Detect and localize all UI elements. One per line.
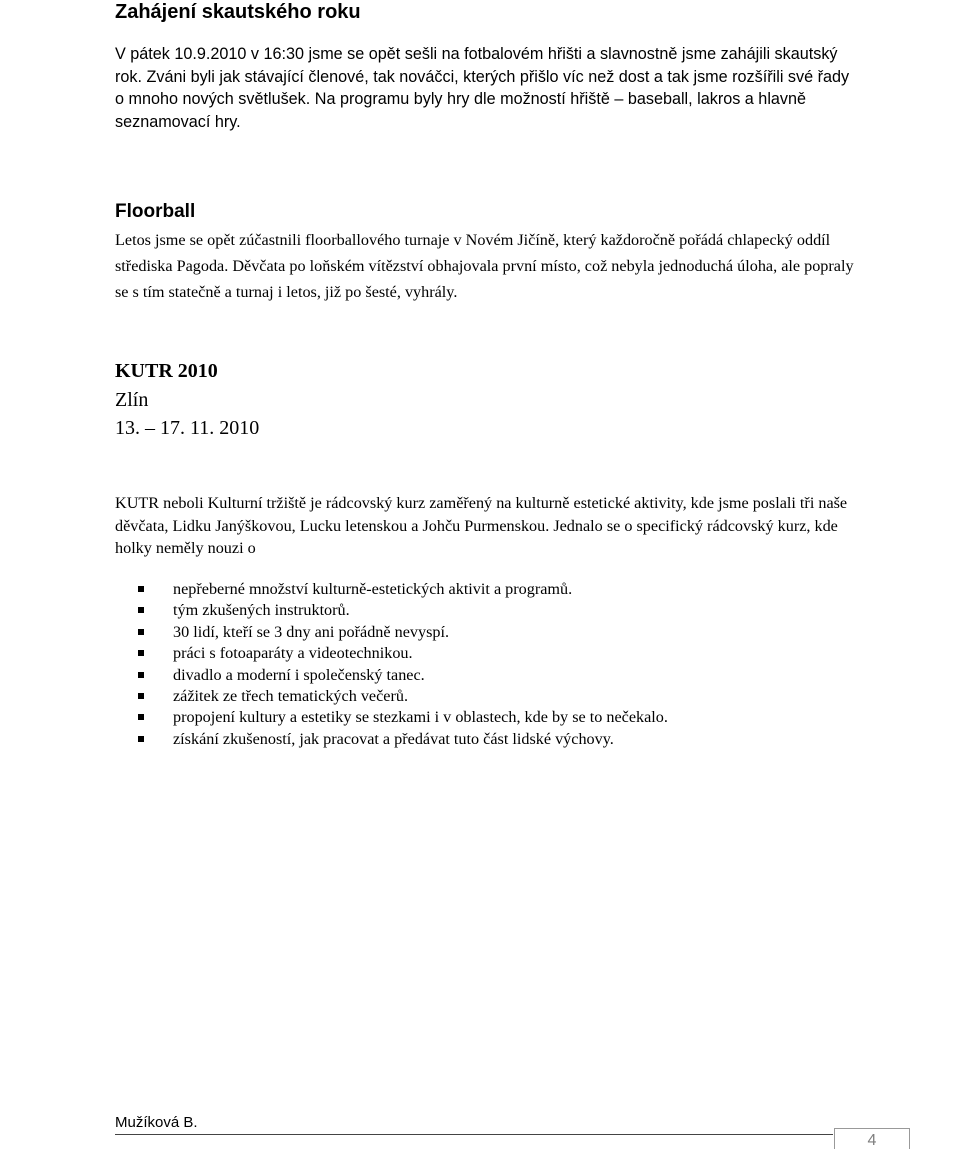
bullet-text: práci s fotoaparáty a videotechnikou.	[173, 644, 413, 663]
bullet-item	[115, 579, 815, 600]
bullet-text: 30 lidí, kteří se 3 dny ani pořádně nevyspí.	[173, 622, 450, 641]
square-bullet-icon	[138, 672, 144, 678]
square-bullet-icon	[138, 586, 144, 592]
bullet-text: nepřeberné množství kulturně-estetických aktivit a programů.	[173, 580, 573, 598]
bullet-item	[115, 686, 815, 707]
bullet-item	[115, 600, 815, 621]
square-bullet-icon	[138, 607, 144, 613]
heading-kutr: KUTR 2010	[115, 360, 218, 382]
bullet-item	[115, 622, 815, 643]
square-bullet-icon	[138, 736, 144, 742]
footer-divider	[115, 1134, 833, 1135]
bullet-text: získání zkušeností, jak pracovat a předávat tuto část lidské výchovy.	[173, 729, 614, 748]
bullet-item	[115, 643, 815, 664]
paragraph-floorball: Letos jsme se opět zúčastnili floorballového turnaje v Novém Jičíně, který každoročně pořádá chlapecký oddíl střediska Pagoda. Děvčata po loňském vítězství obhajovala první místo, což nebyla jednoduchá úloha, ale popraly se s tím statečně a turnaj i letos, již po šesté, vyhrály.	[115, 231, 854, 301]
kutr-city: Zlín	[115, 389, 149, 411]
square-bullet-icon	[138, 693, 144, 699]
footer-author: Mužíková B.	[115, 1114, 198, 1131]
square-bullet-icon	[138, 650, 144, 656]
page-number: 4	[867, 1132, 877, 1149]
paragraph-zahajeni: V pátek 10.9.2010 v 16:30 jsme se opět sešli na fotbalovém hřišti a slavnostně jsme zahájili skautský rok. Zváni byli jak stávající členové, tak nováčci, kterých přišlo víc než dost a tak jsme rozšířili své řady o mnoho nových světlušek. Na programu byly hry dle možností hřiště – baseball, lakros a hlavně seznamovací hry.	[115, 45, 850, 131]
square-bullet-icon	[138, 714, 144, 720]
bullet-text: propojení kultury a estetiky se stezkami i v oblastech, kde by se to nečekalo.	[173, 708, 668, 727]
bullet-text: divadlo a moderní i společenský tanec.	[173, 665, 425, 684]
bullet-item	[115, 707, 815, 728]
square-bullet-icon	[138, 629, 144, 635]
bullet-text: tým zkušených instruktorů.	[173, 601, 350, 620]
kutr-bullet-list	[115, 579, 815, 750]
heading-floorball: Floorball	[115, 201, 196, 222]
heading-zahajeni: Zahájení skautského roku	[115, 1, 361, 23]
bullet-text: zážitek ze třech tematických večerů.	[173, 687, 409, 706]
page-number-box	[834, 1128, 910, 1149]
bullet-item	[115, 665, 815, 686]
paragraph-kutr: KUTR neboli Kulturní tržiště je rádcovský kurz zaměřený na kulturně estetické aktivity, kde jsme poslali tři naše děvčata, Lidku Janýškovou, Lucku letenskou a Johču Purmenskou. Jednalo se o specifický rádcovský kurz, kde holky neměly nouzi o	[115, 494, 848, 557]
kutr-date: 13. – 17. 11. 2010	[115, 417, 260, 439]
bullet-item	[115, 729, 815, 750]
